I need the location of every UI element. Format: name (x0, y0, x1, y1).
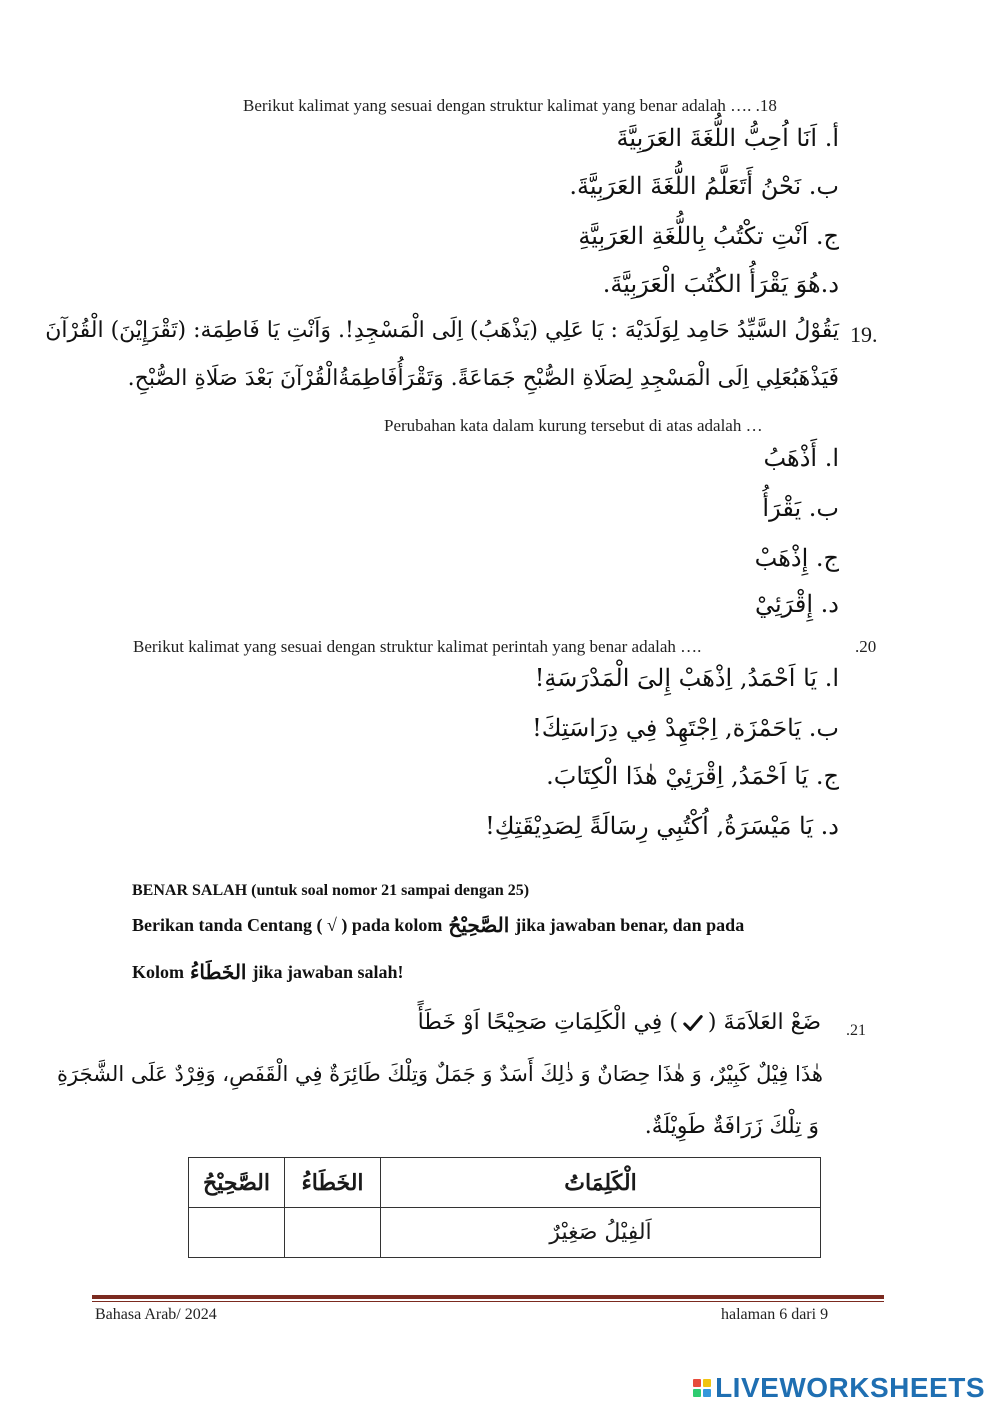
footer-divider (92, 1295, 884, 1299)
logo-mark-icon (693, 1379, 711, 1397)
answer-table (188, 1157, 821, 1258)
q21-instruction-b: ) فِي الْكَلِمَاتِ صَحِيْحًا اَوْ خَطَأً (417, 1010, 678, 1035)
footer-page-number: halaman 6 dari 9 (721, 1306, 829, 1323)
header-wrong: الخَطَاءُ (285, 1158, 381, 1208)
q21-instruction (418, 1010, 821, 1035)
section-instruction-1 (132, 913, 744, 937)
q20-number: .20 (855, 637, 877, 656)
header-words: الْكَلِمَاتُ (381, 1158, 821, 1208)
instruction-1-text-b: jika jawaban benar, dan pada (515, 914, 745, 935)
checkmark-icon (682, 1012, 704, 1034)
logo-text: LIVEWORKSHEETS (715, 1372, 985, 1403)
q21-instruction-a: ضَعْ العَلاَمَةَ ( (707, 1010, 821, 1035)
q19-line-2: فَيَذْهَبُعَلِي اِلَى الْمَسْجِدِ لِصَلَاةِ الصُّبْحِ جَمَاعَةً. وَتَقْرَأُفَاطِمَةُالْقُرْآنَ بَعْدَ صَلَاةِ الصُّبْحِ. (127, 366, 839, 391)
q19-number: 19. (850, 322, 878, 347)
q19-option-a: ا. أَذْهَبُ (763, 444, 839, 472)
footer-divider-thin (92, 1301, 884, 1302)
footer-subject: Bahasa Arab/ 2024 (95, 1306, 217, 1323)
q19-prompt: Perubahan kata dalam kurung tersebut di atas adalah … (384, 416, 763, 435)
liveworksheets-logo[interactable] (693, 1372, 985, 1404)
q20-option-d: د. يَا مَيْسَرَةُ, اُكْتُبِي رِسَالَةً لِصَدِيْقَتِكِ! (485, 812, 839, 840)
cell-correct-checkbox[interactable] (189, 1208, 285, 1258)
q18-option-b: ب. نَحْنُ أَتَعَلَّمُ اللُّغَةَ العَرَبِيَّةَ. (569, 172, 839, 200)
table-header-row (189, 1158, 821, 1208)
instruction-2-arabic: الخَطَاءُ (190, 960, 247, 984)
cell-word: اَلفِيْلُ صَغِيْرٌ (381, 1208, 821, 1258)
q20-prompt: Berikut kalimat yang sesuai dengan struktur kalimat perintah yang benar adalah …. (133, 637, 702, 656)
instruction-2-text-b: jika jawaban salah! (252, 961, 404, 982)
q21-passage-line-1: هٰذَا فِيْلٌ كَبِيْرٌ، وَ هٰذَا حِصَانٌ وَ ذٰلِكَ أَسَدٌ وَ جَمَلٌ وَتِلْكَ طَائِرَةٌ فِي الْقَفَصِ، وَقِرْدٌ عَلَى الشَّجَرَةِ (57, 1062, 823, 1086)
q19-option-d: د. إِقْرَئِيْ (754, 590, 839, 618)
q21-number: .21 (846, 1022, 866, 1039)
q18-prompt: Berikut kalimat yang sesuai dengan struktur kalimat yang benar adalah …. .18 (243, 96, 777, 115)
q19-line-1: يَقُوْلُ السَّيِّدُ حَامِد لِوَلَدَيْهَ : يَا عَلِي (يَذْهَبُ) اِلَى الْمَسْجِدِ!. وَاَنْتِ يَا فَاطِمَة: (تَقْرَإِيْنَ) الْقُرْآنَ (45, 318, 839, 343)
q21-passage-line-2: وَ تِلْكَ زَرَافَةٌ طَوِيْلَةٌ. (644, 1114, 819, 1139)
section-instruction-2 (132, 960, 404, 984)
q18-option-a: أ. اَنَا اُحِبُّ اللُّغَةَ العَرَبِيَّةَ (616, 124, 839, 152)
instruction-1-text-a: Berikan tanda Centang ( √ ) pada kolom (132, 914, 443, 935)
q20-option-b: ب. يَاحَمْزَة, اِجْتَهِدْ فِي دِرَاسَتِكَ! (532, 714, 839, 742)
header-correct: الصَّحِيْحُ (189, 1158, 285, 1208)
q18-option-c: ج. اَنْتِ تكْتُبُ بِاللُّغَةِ العَرَبِيَّةِ (578, 222, 839, 250)
table-row (189, 1208, 821, 1258)
q18-option-d: د.هُوَ يَقْرَأُ الكُتُبَ الْعَرَبِيَّةَ. (602, 270, 839, 298)
section-title: BENAR SALAH (untuk soal nomor 21 sampai dengan 25) (132, 882, 530, 899)
instruction-1-arabic: الصَّحِيْحُ (448, 913, 510, 937)
q19-option-b: ب. يَقْرَأُ (762, 494, 839, 522)
cell-wrong-checkbox[interactable] (285, 1208, 381, 1258)
q20-option-c: ج. يَا اَحْمَدُ, اِقْرَئِيْ هٰذَا الْكِتَابَ. (546, 762, 839, 790)
instruction-2-text-a: Kolom (132, 961, 184, 982)
q19-option-c: ج. إِذْهَبْ (754, 544, 839, 572)
q20-option-a: ا. يَا اَحْمَدُ, اِذْهَبْ إِلىَ الْمَدْرَسَةِ! (534, 664, 839, 692)
